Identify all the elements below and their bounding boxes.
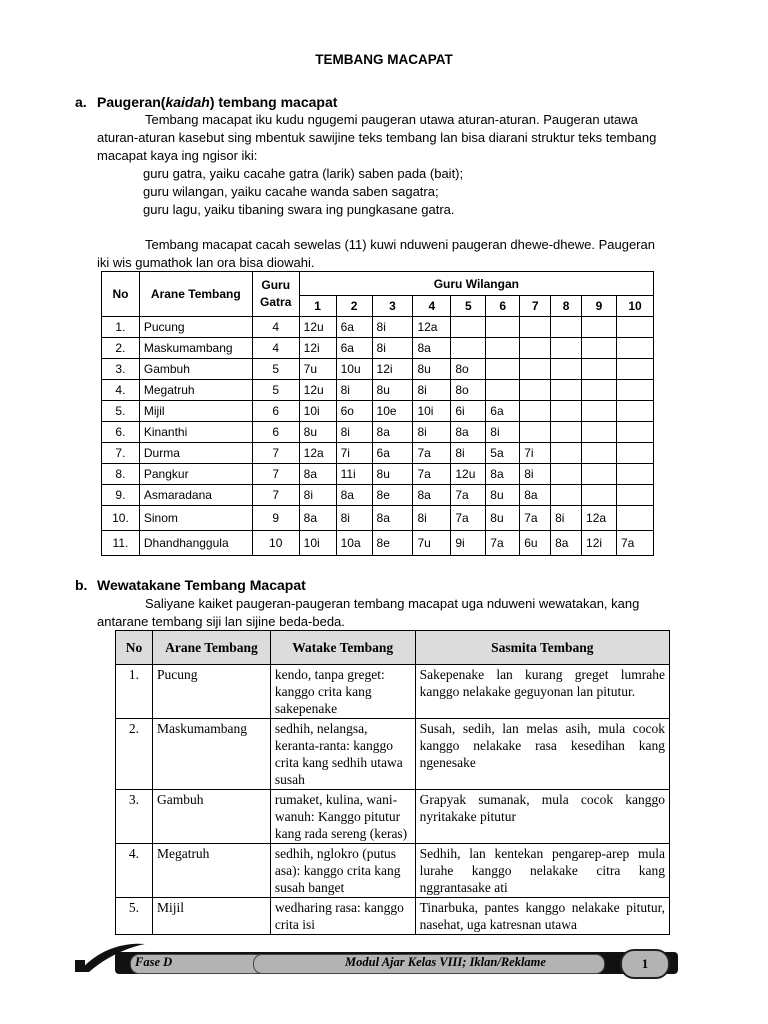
guru-gatra-cell: 5: [252, 380, 299, 401]
guru-wilangan-cell: 8i: [451, 443, 486, 464]
col-header-arane: Arane Tembang: [152, 631, 270, 665]
row-number: 4.: [116, 844, 153, 898]
guru-wilangan-cell: 10e: [372, 401, 413, 422]
guru-wilangan-cell: 10i: [299, 531, 336, 556]
guru-wilangan-cell: 8u: [299, 422, 336, 443]
col-header-wilangan: 4: [413, 296, 451, 317]
page-footer: [75, 944, 678, 980]
guru-wilangan-cell: 7a: [413, 464, 451, 485]
guru-wilangan-cell: 8e: [372, 531, 413, 556]
tembang-name: Gambuh: [152, 790, 270, 844]
guru-wilangan-cell: 10a: [336, 531, 372, 556]
guru-wilangan-cell: 7a: [616, 531, 653, 556]
guru-wilangan-cell: 6a: [336, 317, 372, 338]
guru-wilangan-cell: 8o: [451, 380, 486, 401]
guru-wilangan-cell: 6o: [336, 401, 372, 422]
guru-wilangan-cell: 8i: [520, 464, 551, 485]
para2-line1: Tembang macapat cacah sewelas (11) kuwi nduweni paugeran dhewe-dhewe. Paugeran: [145, 237, 655, 252]
guru-wilangan-cell: 8a: [299, 464, 336, 485]
col-header-wilangan: 10: [616, 296, 653, 317]
guru-wilangan-cell: 8a: [372, 506, 413, 531]
tembang-name: Mijil: [152, 898, 270, 935]
table-row: [116, 790, 670, 844]
bullet-text: guru wilangan, yaiku cacahe wanda saben sagatra;: [143, 184, 439, 199]
guru-wilangan-cell: 8o: [451, 359, 486, 380]
col-header-no: No: [116, 631, 153, 665]
tembang-name: Maskumambang: [152, 719, 270, 790]
sasmita-cell: Tinarbuka, pantes kanggo nelakake pitutur, nasehat, uga katresnan utawa: [415, 898, 669, 935]
col-header-wilangan: 1: [299, 296, 336, 317]
col-header-wilangan: 2: [336, 296, 372, 317]
section-a-heading-post: ) tembang macapat: [209, 94, 338, 110]
guru-wilangan-cell: 8i: [336, 380, 372, 401]
guru-wilangan-cell: 8a: [336, 485, 372, 506]
table-row: [116, 898, 670, 935]
guru-gatra-cell: 7: [252, 485, 299, 506]
tembang-name: Pangkur: [139, 464, 252, 485]
row-number: 1.: [102, 317, 140, 338]
guru-wilangan-cell: 7a: [486, 531, 520, 556]
guru-gatra-cell: 10: [252, 531, 299, 556]
guru-wilangan-cell: 7u: [413, 531, 451, 556]
para1-line1: Tembang macapat iku kudu ngugemi paugeran utawa aturan-aturan. Paugeran utawa: [145, 112, 638, 127]
guru-wilangan-cell: 10i: [299, 401, 336, 422]
tembang-name: Gambuh: [139, 359, 252, 380]
row-number: 6.: [102, 422, 140, 443]
guru-wilangan-cell: 8u: [486, 506, 520, 531]
tembang-name: Pucung: [152, 665, 270, 719]
row-number: 3.: [116, 790, 153, 844]
tembang-name: Maskumambang: [139, 338, 252, 359]
section-a-heading-italic: kaidah: [165, 94, 210, 110]
page-title: TEMBANG MACAPAT: [315, 52, 453, 67]
row-number: 9.: [102, 485, 140, 506]
guru-gatra-cell: 7: [252, 464, 299, 485]
guru-wilangan-cell: 8i: [551, 506, 582, 531]
col-header-arane: Arane Tembang: [139, 272, 252, 317]
guru-wilangan-cell: 10i: [413, 401, 451, 422]
guru-wilangan-cell: 8a: [520, 485, 551, 506]
guru-wilangan-cell: 8i: [413, 422, 451, 443]
guru-wilangan-cell: 8a: [372, 422, 413, 443]
guru-wilangan-cell: 12i: [582, 531, 617, 556]
tembang-name: Asmaradana: [139, 485, 252, 506]
table-row: [116, 665, 670, 719]
guru-wilangan-cell: 9i: [451, 531, 486, 556]
row-number: 2.: [102, 338, 140, 359]
col-header-wilangan: 6: [486, 296, 520, 317]
guru-gatra-cell: 5: [252, 359, 299, 380]
watak-cell: kendo, tanpa greget: kanggo crita kang sakepenake: [270, 665, 415, 719]
col-header-sasmita: Sasmita Tembang: [415, 631, 669, 665]
row-number: 5.: [116, 898, 153, 935]
para2-line2: iki wis gumathok lan ora bisa diowahi.: [97, 255, 315, 270]
watak-cell: sedhih, nelangsa, keranta-ranta: kanggo crita kang sedhih utawa susah: [270, 719, 415, 790]
guru-wilangan-cell: 8i: [372, 338, 413, 359]
guru-wilangan-cell: 8i: [413, 506, 451, 531]
guru-wilangan-cell: 8i: [372, 317, 413, 338]
guru-wilangan-cell: 6a: [336, 338, 372, 359]
tembang-name: Sinom: [139, 506, 252, 531]
section-a-heading-pre: Paugeran(: [97, 94, 166, 110]
guru-wilangan-cell: 8a: [413, 485, 451, 506]
row-number: 10.: [102, 506, 140, 531]
row-number: 4.: [102, 380, 140, 401]
row-number: 2.: [116, 719, 153, 790]
footer-module-title: Modul Ajar Kelas VIII; Iklan/Reklame: [345, 955, 546, 969]
section-b-heading: Wewatakane Tembang Macapat: [97, 577, 306, 593]
section-b-letter: b.: [75, 577, 88, 593]
sasmita-cell: Sedhih, lan kentekan pengarep-arep mula lurahe kanggo nelakake citra kang nggrantasake ati: [415, 844, 669, 898]
sasmita-cell: Sakepenake lan kurang greget lumrahe kanggo nelakake geguyonan lan pitutur.: [415, 665, 669, 719]
guru-wilangan-cell: 5a: [486, 443, 520, 464]
guru-wilangan-cell: 6u: [520, 531, 551, 556]
row-number: 1.: [116, 665, 153, 719]
tembang-name: Kinanthi: [139, 422, 252, 443]
col-header-wilangan: 3: [372, 296, 413, 317]
guru-wilangan-cell: 8a: [486, 464, 520, 485]
guru-wilangan-cell: 8u: [486, 485, 520, 506]
guru-gatra-cell: 6: [252, 401, 299, 422]
tembang-name: Pucung: [139, 317, 252, 338]
tembang-name: Megatruh: [152, 844, 270, 898]
guru-wilangan-cell: 7a: [451, 485, 486, 506]
tembang-name: Durma: [139, 443, 252, 464]
guru-wilangan-cell: 7i: [520, 443, 551, 464]
guru-wilangan-cell: 12a: [413, 317, 451, 338]
guru-wilangan-cell: 8e: [372, 485, 413, 506]
guru-wilangan-cell: 8i: [486, 422, 520, 443]
guru-wilangan-cell: 7a: [413, 443, 451, 464]
guru-wilangan-cell: 8a: [451, 422, 486, 443]
page-number: 1: [620, 949, 670, 979]
watak-cell: wedharing rasa: kanggo crita isi: [270, 898, 415, 935]
footer-fase: Fase D: [135, 955, 173, 969]
sasmita-cell: Grapyak sumanak, mula cocok kanggo nyritakake pitutur: [415, 790, 669, 844]
row-number: 8.: [102, 464, 140, 485]
tembang-name: Megatruh: [139, 380, 252, 401]
guru-gatra-cell: 4: [252, 338, 299, 359]
guru-gatra-cell: 4: [252, 317, 299, 338]
table-row: [116, 719, 670, 790]
watak-table: [115, 630, 670, 935]
guru-wilangan-cell: 6a: [372, 443, 413, 464]
guru-wilangan-cell: 12a: [582, 506, 617, 531]
guru-wilangan-cell: 8u: [372, 380, 413, 401]
row-number: 3.: [102, 359, 140, 380]
guru-wilangan-cell: 8i: [299, 485, 336, 506]
guru-wilangan-cell: 12u: [299, 317, 336, 338]
guru-wilangan-cell: 7i: [336, 443, 372, 464]
guru-wilangan-cell: 12a: [299, 443, 336, 464]
guru-wilangan-cell: 8a: [299, 506, 336, 531]
guru-gatra-cell: 9: [252, 506, 299, 531]
guru-wilangan-cell: 12i: [372, 359, 413, 380]
row-number: 7.: [102, 443, 140, 464]
guru-wilangan-cell: 11i: [336, 464, 372, 485]
guru-wilangan-cell: 8u: [372, 464, 413, 485]
para1-line3: macapat kaya ing ngisor iki:: [97, 148, 258, 163]
guru-wilangan-cell: 8i: [336, 506, 372, 531]
bullet-text: guru gatra, yaiku cacahe gatra (larik) saben pada (bait);: [143, 166, 464, 181]
guru-gatra-cell: 6: [252, 422, 299, 443]
guru-wilangan-cell: 12i: [299, 338, 336, 359]
col-header-wilangan: 9: [582, 296, 617, 317]
guru-wilangan-cell: 7a: [520, 506, 551, 531]
sasmita-cell: Susah, sedih, lan melas asih, mula cocok kanggo nelakake rasa kesedihan kang ngenesake: [415, 719, 669, 790]
guru-wilangan-cell: 8a: [413, 338, 451, 359]
guru-wilangan-cell: 7u: [299, 359, 336, 380]
col-header-no: No: [102, 272, 140, 317]
col-header-wilangan: 5: [451, 296, 486, 317]
col-header-wilangan: 8: [551, 296, 582, 317]
guru-wilangan-cell: 8i: [413, 380, 451, 401]
tembang-name: Dhandhanggula: [139, 531, 252, 556]
para1-line2: aturan-aturan kasebut sing mbentuk sawijine teks tembang lan bisa diarani struktur teks tembang: [97, 130, 657, 145]
col-header-wilangan: 7: [520, 296, 551, 317]
col-header-watake: Watake Tembang: [270, 631, 415, 665]
col-header-guru-wilangan: Guru Wilangan: [299, 272, 653, 296]
guru-wilangan-cell: 12u: [299, 380, 336, 401]
watak-cell: rumaket, kulina, wani-wanuh: Kanggo pitutur kang rada sereng (keras): [270, 790, 415, 844]
tembang-name: Mijil: [139, 401, 252, 422]
guru-wilangan-cell: 6a: [486, 401, 520, 422]
row-number: 11.: [102, 531, 140, 556]
section-a-letter: a.: [75, 94, 87, 110]
watak-cell: sedhih, nglokro (putus asa): kanggo crita kang susah banget: [270, 844, 415, 898]
col-header-guru-gatra: Guru Gatra: [252, 272, 299, 317]
guru-wilangan-cell: 12u: [451, 464, 486, 485]
guru-wilangan-cell: 10u: [336, 359, 372, 380]
bullet-text: guru lagu, yaiku tibaning swara ing pungkasane gatra.: [143, 202, 455, 217]
row-number: 5.: [102, 401, 140, 422]
guru-wilangan-cell: 7a: [451, 506, 486, 531]
table-row: [116, 844, 670, 898]
section-b-para-line2: antarane tembang siji lan sijine beda-beda.: [97, 614, 345, 629]
guru-wilangan-cell: 8a: [551, 531, 582, 556]
guru-gatra-cell: 7: [252, 443, 299, 464]
guru-wilangan-cell: 8u: [413, 359, 451, 380]
guru-wilangan-cell: 8i: [336, 422, 372, 443]
guru-wilangan-cell: 6i: [451, 401, 486, 422]
section-b-para-line1: Saliyane kaiket paugeran-paugeran tembang macapat uga nduweni wewatakan, kang: [145, 596, 640, 611]
